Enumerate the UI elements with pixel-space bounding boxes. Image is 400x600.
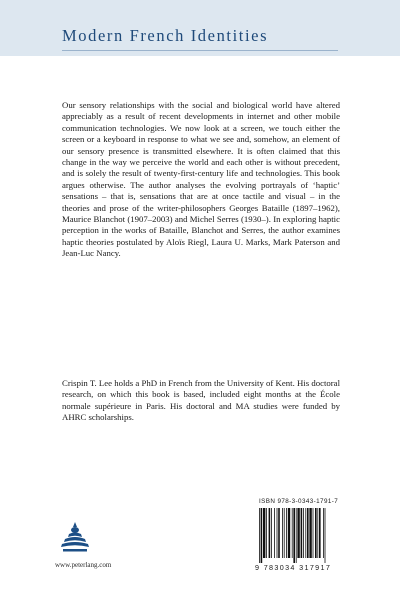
- barcode-digits: 9 783034 317917: [255, 563, 332, 572]
- barcode-bars: [257, 508, 341, 563]
- author-bio: Crispin T. Lee holds a PhD in French from the University of Kent. His doctoral research, on which this book is based, included eight months at the École normale supérieure in Paris. His doctoral and MA studies were funded by AHRC scholarships.: [62, 378, 340, 423]
- back-cover-blurb: Our sensory relationships with the social and biological world have altered appreciably as a result of recent developments in internet and other mobile communication technologies. We now look at a screen, we touch either the screen or a keyboard in response to what we see and, somehow, an element of our sensory presence is transmitted elsewhere. It is often claimed that this change in the way we perceive the world and each other is without precedent, and is solely the result of twenty-first-century life and technologies. This book argues otherwise. The author analyses the evolving portrayals of ‘haptic’ sensations – that is, sensations that are at once tactile and visual – in the theories and prose of the writer-philosophers Georges Bataille (1897–1962), Maurice Blanchot (1907–2003) and Michel Serres (1930–). In exploring haptic perception in the works of Bataille, Blanchot and Serres, the author examines haptic theories postulated by Aloïs Riegl, Laura U. Marks, Mark Paterson and Jean-Luc Nancy.: [62, 100, 340, 259]
- series-divider: [62, 50, 338, 51]
- series-title: Modern French Identities: [62, 26, 269, 45]
- isbn-label: ISBN 978-3-0343-1791-7: [259, 498, 339, 505]
- publisher-url[interactable]: www.peterlang.com: [55, 561, 112, 569]
- peter-lang-logo-icon: [60, 521, 90, 553]
